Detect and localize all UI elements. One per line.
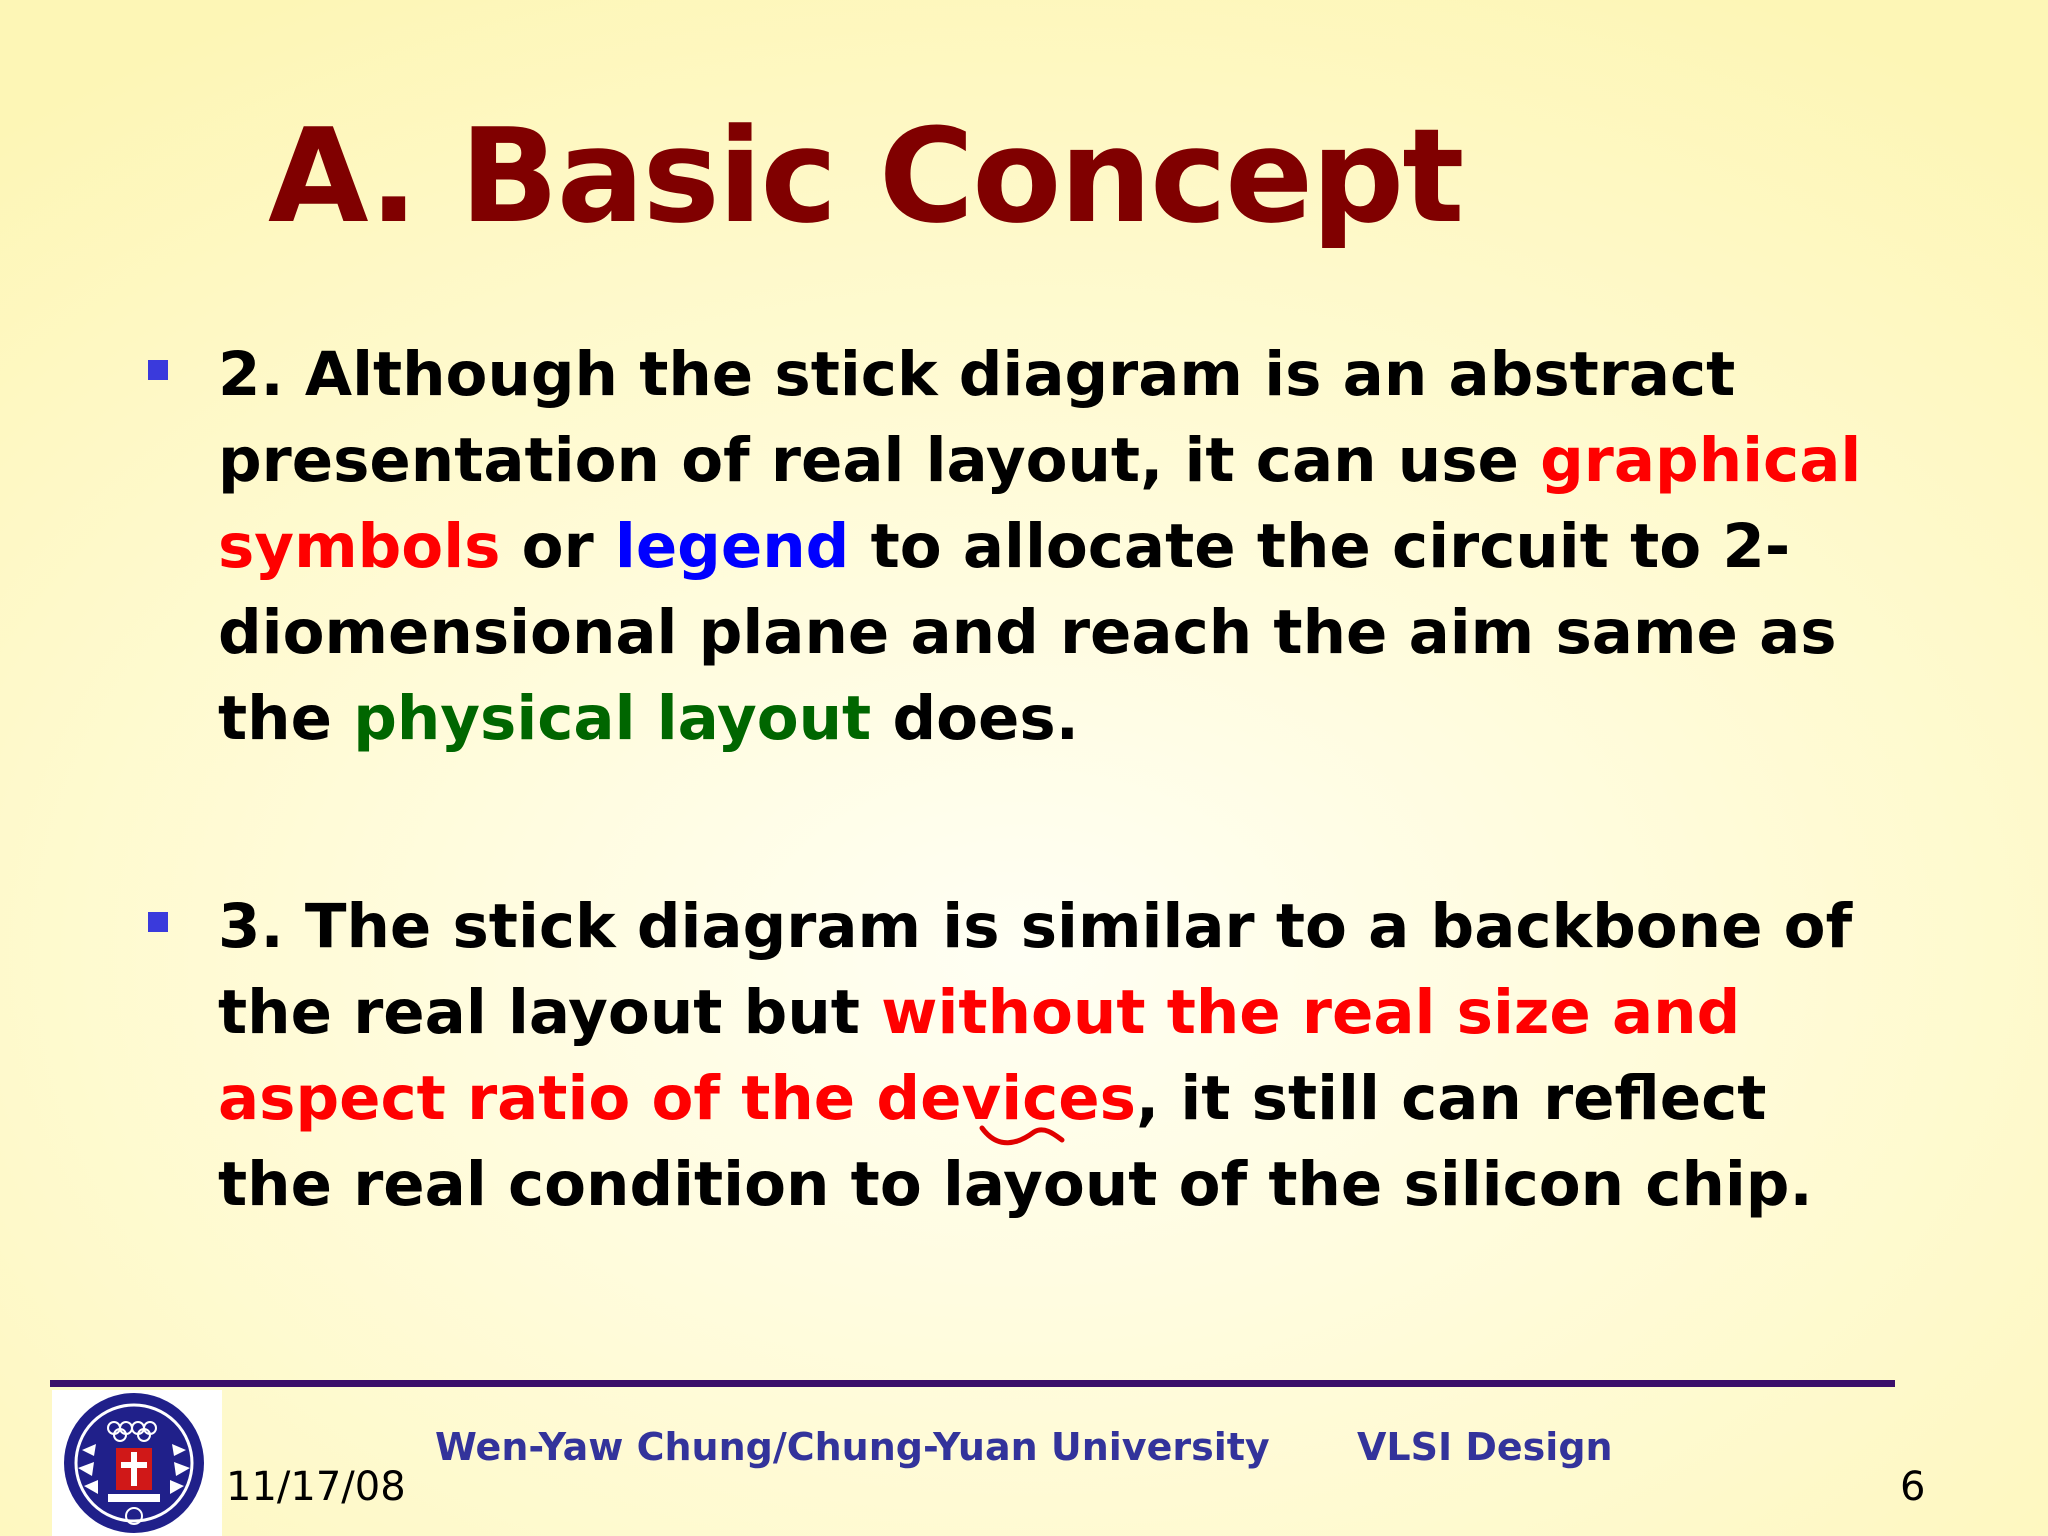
bullet-item-3 xyxy=(218,884,1898,1228)
footer-author: Wen-Yaw Chung/Chung-Yuan University xyxy=(435,1425,1270,1469)
bullet-item-2 xyxy=(218,332,1898,762)
handwritten-underline-mark xyxy=(978,1120,1068,1150)
text-segment: to allocate the circuit to 2-diomensional plane and reach the aim same as the xyxy=(218,511,1837,754)
square-bullet-icon xyxy=(148,912,168,932)
square-bullet-icon xyxy=(148,360,168,380)
text-segment: does. xyxy=(871,683,1079,754)
page-number: 6 xyxy=(1900,1464,1926,1510)
slide-title: A. Basic Concept xyxy=(268,100,1463,252)
footer-divider xyxy=(50,1380,1895,1387)
footer-date: 11/17/08 xyxy=(226,1464,406,1510)
text-segment: , it still can reflect the real condition to layout of the silicon chip. xyxy=(218,1063,1813,1220)
footer-course-title: VLSI Design xyxy=(1357,1425,1613,1469)
highlight-legend: legend xyxy=(614,511,850,582)
text-segment: 3. The stick diagram is similar to a backbone of the real layout but xyxy=(218,891,1853,1048)
bullet-text xyxy=(218,332,1898,762)
university-emblem-icon xyxy=(52,1390,222,1536)
bullet-text xyxy=(218,884,1898,1228)
text-segment: 2. Although the stick diagram is an abstract presentation of real layout, it can use xyxy=(218,339,1736,496)
text-segment: or xyxy=(500,511,615,582)
university-logo xyxy=(52,1390,222,1536)
highlight-without-real-size: without the real size and aspect ratio of the devices xyxy=(218,977,1741,1134)
highlight-physical-layout: physical layout xyxy=(353,683,872,754)
highlight-graphical-symbols: graphical symbols xyxy=(218,425,1862,582)
